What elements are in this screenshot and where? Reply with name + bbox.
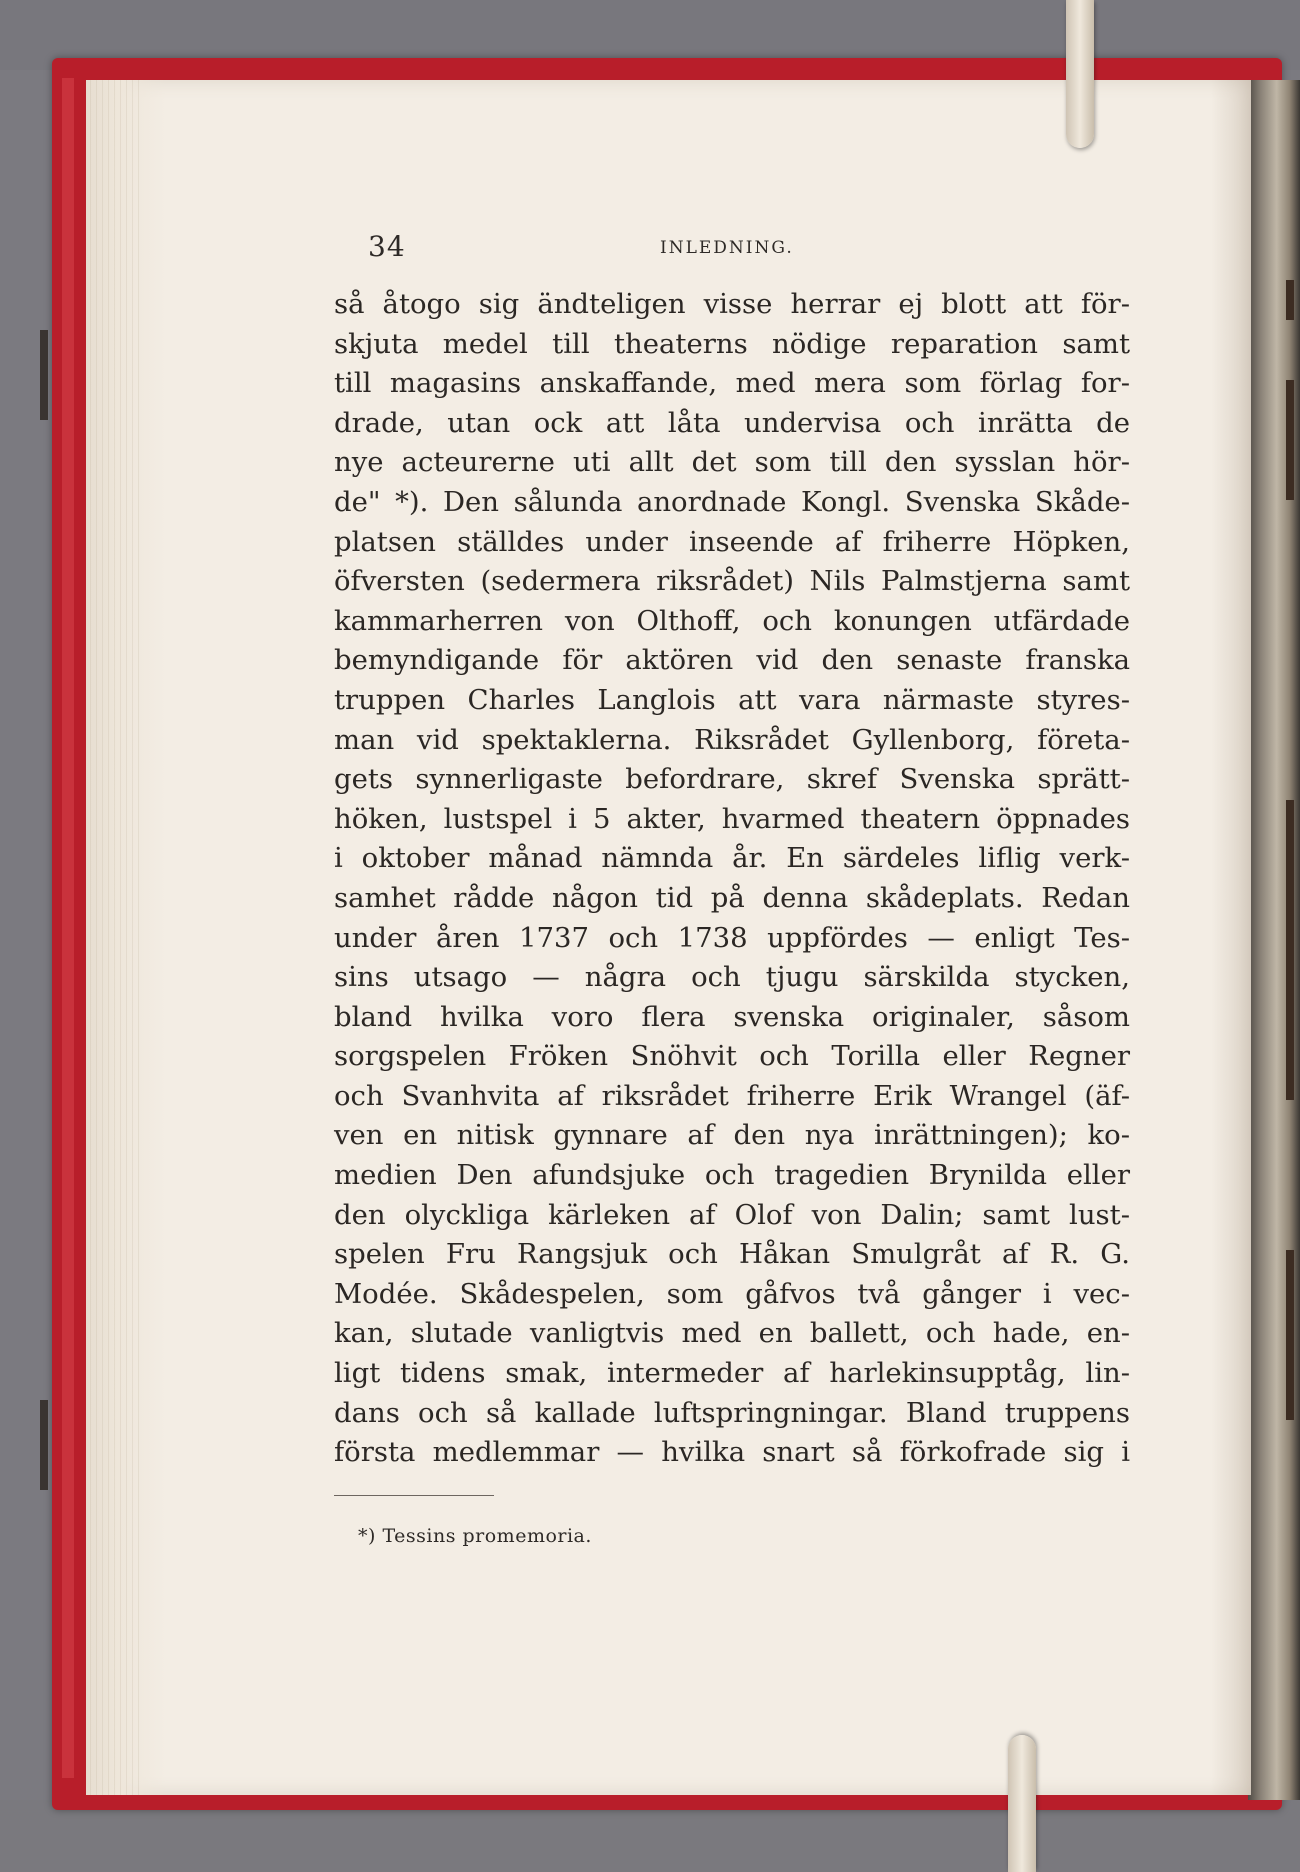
backdrop-bottom: [0, 1800, 1300, 1872]
text-line: höken, lustspel i 5 akter, hvarmed theatern öppnades: [334, 802, 1130, 835]
body-text: [334, 285, 1130, 1473]
text-line: så åtogo sig ändteligen visse herrar ej blott att för-: [334, 288, 1130, 320]
facing-page-ink: [1286, 800, 1294, 1100]
text-line: platsen ställdes under inseende af friherre Höpken,: [334, 525, 1130, 558]
text-line: truppen Charles Langlois att vara närmaste styres-: [334, 683, 1130, 716]
facing-page-ink: [1286, 380, 1294, 500]
footnote-rule: [334, 1495, 494, 1496]
page-header: [368, 230, 808, 262]
text-line: nye acteurerne uti allt det som till den sysslan hör-: [334, 446, 1130, 479]
text-line: kan, slutade vanligtvis med en ballett, och hade, en-: [334, 1317, 1130, 1350]
text-line: öfversten (sedermera riksrådet) Nils Palmstjerna samt: [334, 565, 1130, 598]
text-line: i oktober månad nämnda år. En särdeles liflig verk-: [334, 842, 1130, 875]
text-line: dans och så kallade luftspringningar. Bland truppens: [334, 1396, 1130, 1429]
text-line: till magasins anskaffande, med mera som förlag for-: [334, 367, 1130, 400]
text-line: de" *). Den sålunda anordnade Kongl. Svenska Skåde-: [334, 485, 1130, 518]
text-line: bemyndigande för aktören vid den senaste franska: [334, 644, 1130, 677]
running-head: INLEDNING.: [660, 238, 794, 258]
facing-page-ink: [1286, 1250, 1294, 1420]
text-line: första medlemmar — hvilka snart så förkofrade sig i: [334, 1436, 1130, 1469]
text-line: sorgspelen Fröken Snöhvit och Torilla eller Regner: [334, 1040, 1130, 1073]
footnote: *) Tessins promemoria.: [358, 1525, 592, 1547]
binding-mark: [40, 330, 48, 420]
gutter-lines: [90, 80, 140, 1795]
text-line: under åren 1737 och 1738 uppfördes — enligt Tes-: [334, 921, 1130, 954]
text-line: skjuta medel till theaterns nödige reparation samt: [334, 327, 1130, 360]
text-line: man vid spektaklerna. Riksrådet Gyllenborg, företa-: [334, 723, 1130, 756]
binding-mark: [40, 1400, 48, 1490]
text-line: den olyckliga kärleken af Olof von Dalin; samt lust-: [334, 1198, 1130, 1231]
text-line: ven en nitisk gynnare af den nya inrättningen); ko-: [334, 1119, 1130, 1152]
facing-page-ink: [1286, 280, 1294, 320]
text-line: spelen Fru Rangsjuk och Håkan Smulgråt af R. G.: [334, 1238, 1130, 1271]
page-clip-top: [1066, 0, 1094, 148]
text-line: ligt tidens smak, intermeder af harlekinsupptåg, lin-: [334, 1357, 1130, 1390]
page-edge-shadow: [1211, 80, 1251, 1795]
text-line: kammarherren von Olthoff, och konungen utfärdade: [334, 604, 1130, 637]
text-line: medien Den afundsjuke och tragedien Brynilda eller: [334, 1159, 1130, 1192]
text-line: och Svanhvita af riksrådet friherre Erik Wrangel (äf-: [334, 1079, 1130, 1112]
text-line: Modée. Skådespelen, som gåfvos två gånger i vec-: [334, 1277, 1130, 1310]
cover-inner-edge: [62, 78, 74, 1778]
page-clip-bottom: [1008, 1735, 1036, 1872]
text-line: gets synnerligaste befordrare, skref Svenska sprätt-: [334, 763, 1130, 796]
text-line: drade, utan ock att låta undervisa och inrätta de: [334, 406, 1130, 439]
text-line: samhet rådde någon tid på denna skådeplats. Redan: [334, 881, 1130, 914]
text-line: sins utsago — några och tjugu särskilda stycken,: [334, 961, 1130, 994]
page-number: 34: [368, 230, 406, 263]
text-line: bland hvilka voro flera svenska originaler, såsom: [334, 1000, 1130, 1033]
